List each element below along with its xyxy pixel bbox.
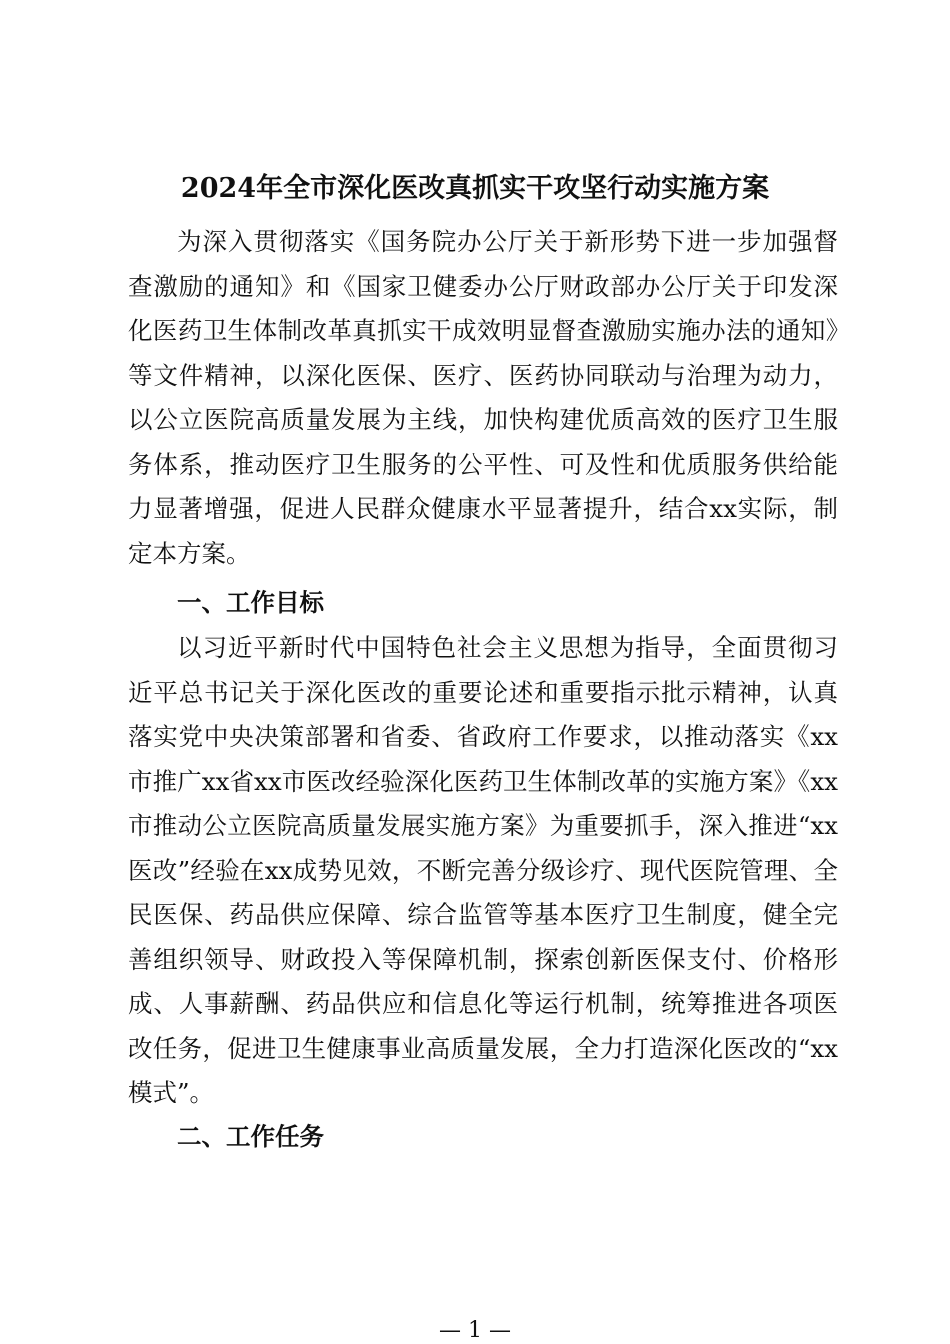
document-title: 2024年全市深化医改真抓实干攻坚行动实施方案 [180, 173, 770, 204]
goals-paragraph: 以习近平新时代中国特色社会主义思想为指导，全面贯彻习近平总书记关于深化医改的重要论述和重要指示批示精神，认真落实党中央决策部署和省委、省政府工作要求，以推动落实《xx市推广xx省xx市医改经验深化医药卫生体制改革的实施方案》《xx市推动公立医院高质量发展实施方案》为重要抓手，深入推进“xx医改”经验在xx成势见效，不断完善分级诊疗、现代医院管理、全民医保、药品供应保障、综合监管等基本医疗卫生制度，健全完善组织领导、财政投入等保障机制，探索创新医保支付、价格形成、人事薪酬、药品供应和信息化等运行机制，统筹推进各项医改任务，促进卫生健康事业高质量发展，全力打造深化医改的“xx模式”。 [128, 633, 838, 1107]
intro-paragraph: 为深入贯彻落实《国务院办公厅关于新形势下进一步加强督查激励的通知》和《国家卫健委办公厅财政部办公厅关于印发深化医药卫生体制改革真抓实干成效明显督查激励实施办法的通知》等文件精神，以深化医保、医疗、医药协同联动与治理为动力，以公立医院高质量发展为主线，加快构建优质高效的医疗卫生服务体系，推动医疗卫生服务的公平性、可及性和优质服务供给能力显著增强，促进人民群众健康水平显著提升，结合xx实际，制定本方案。 [128, 227, 838, 568]
page-number: — 1 — [439, 1318, 511, 1343]
section-heading-tasks: 二、工作任务 [177, 1122, 324, 1151]
section-heading-goals: 一、工作目标 [177, 588, 324, 617]
